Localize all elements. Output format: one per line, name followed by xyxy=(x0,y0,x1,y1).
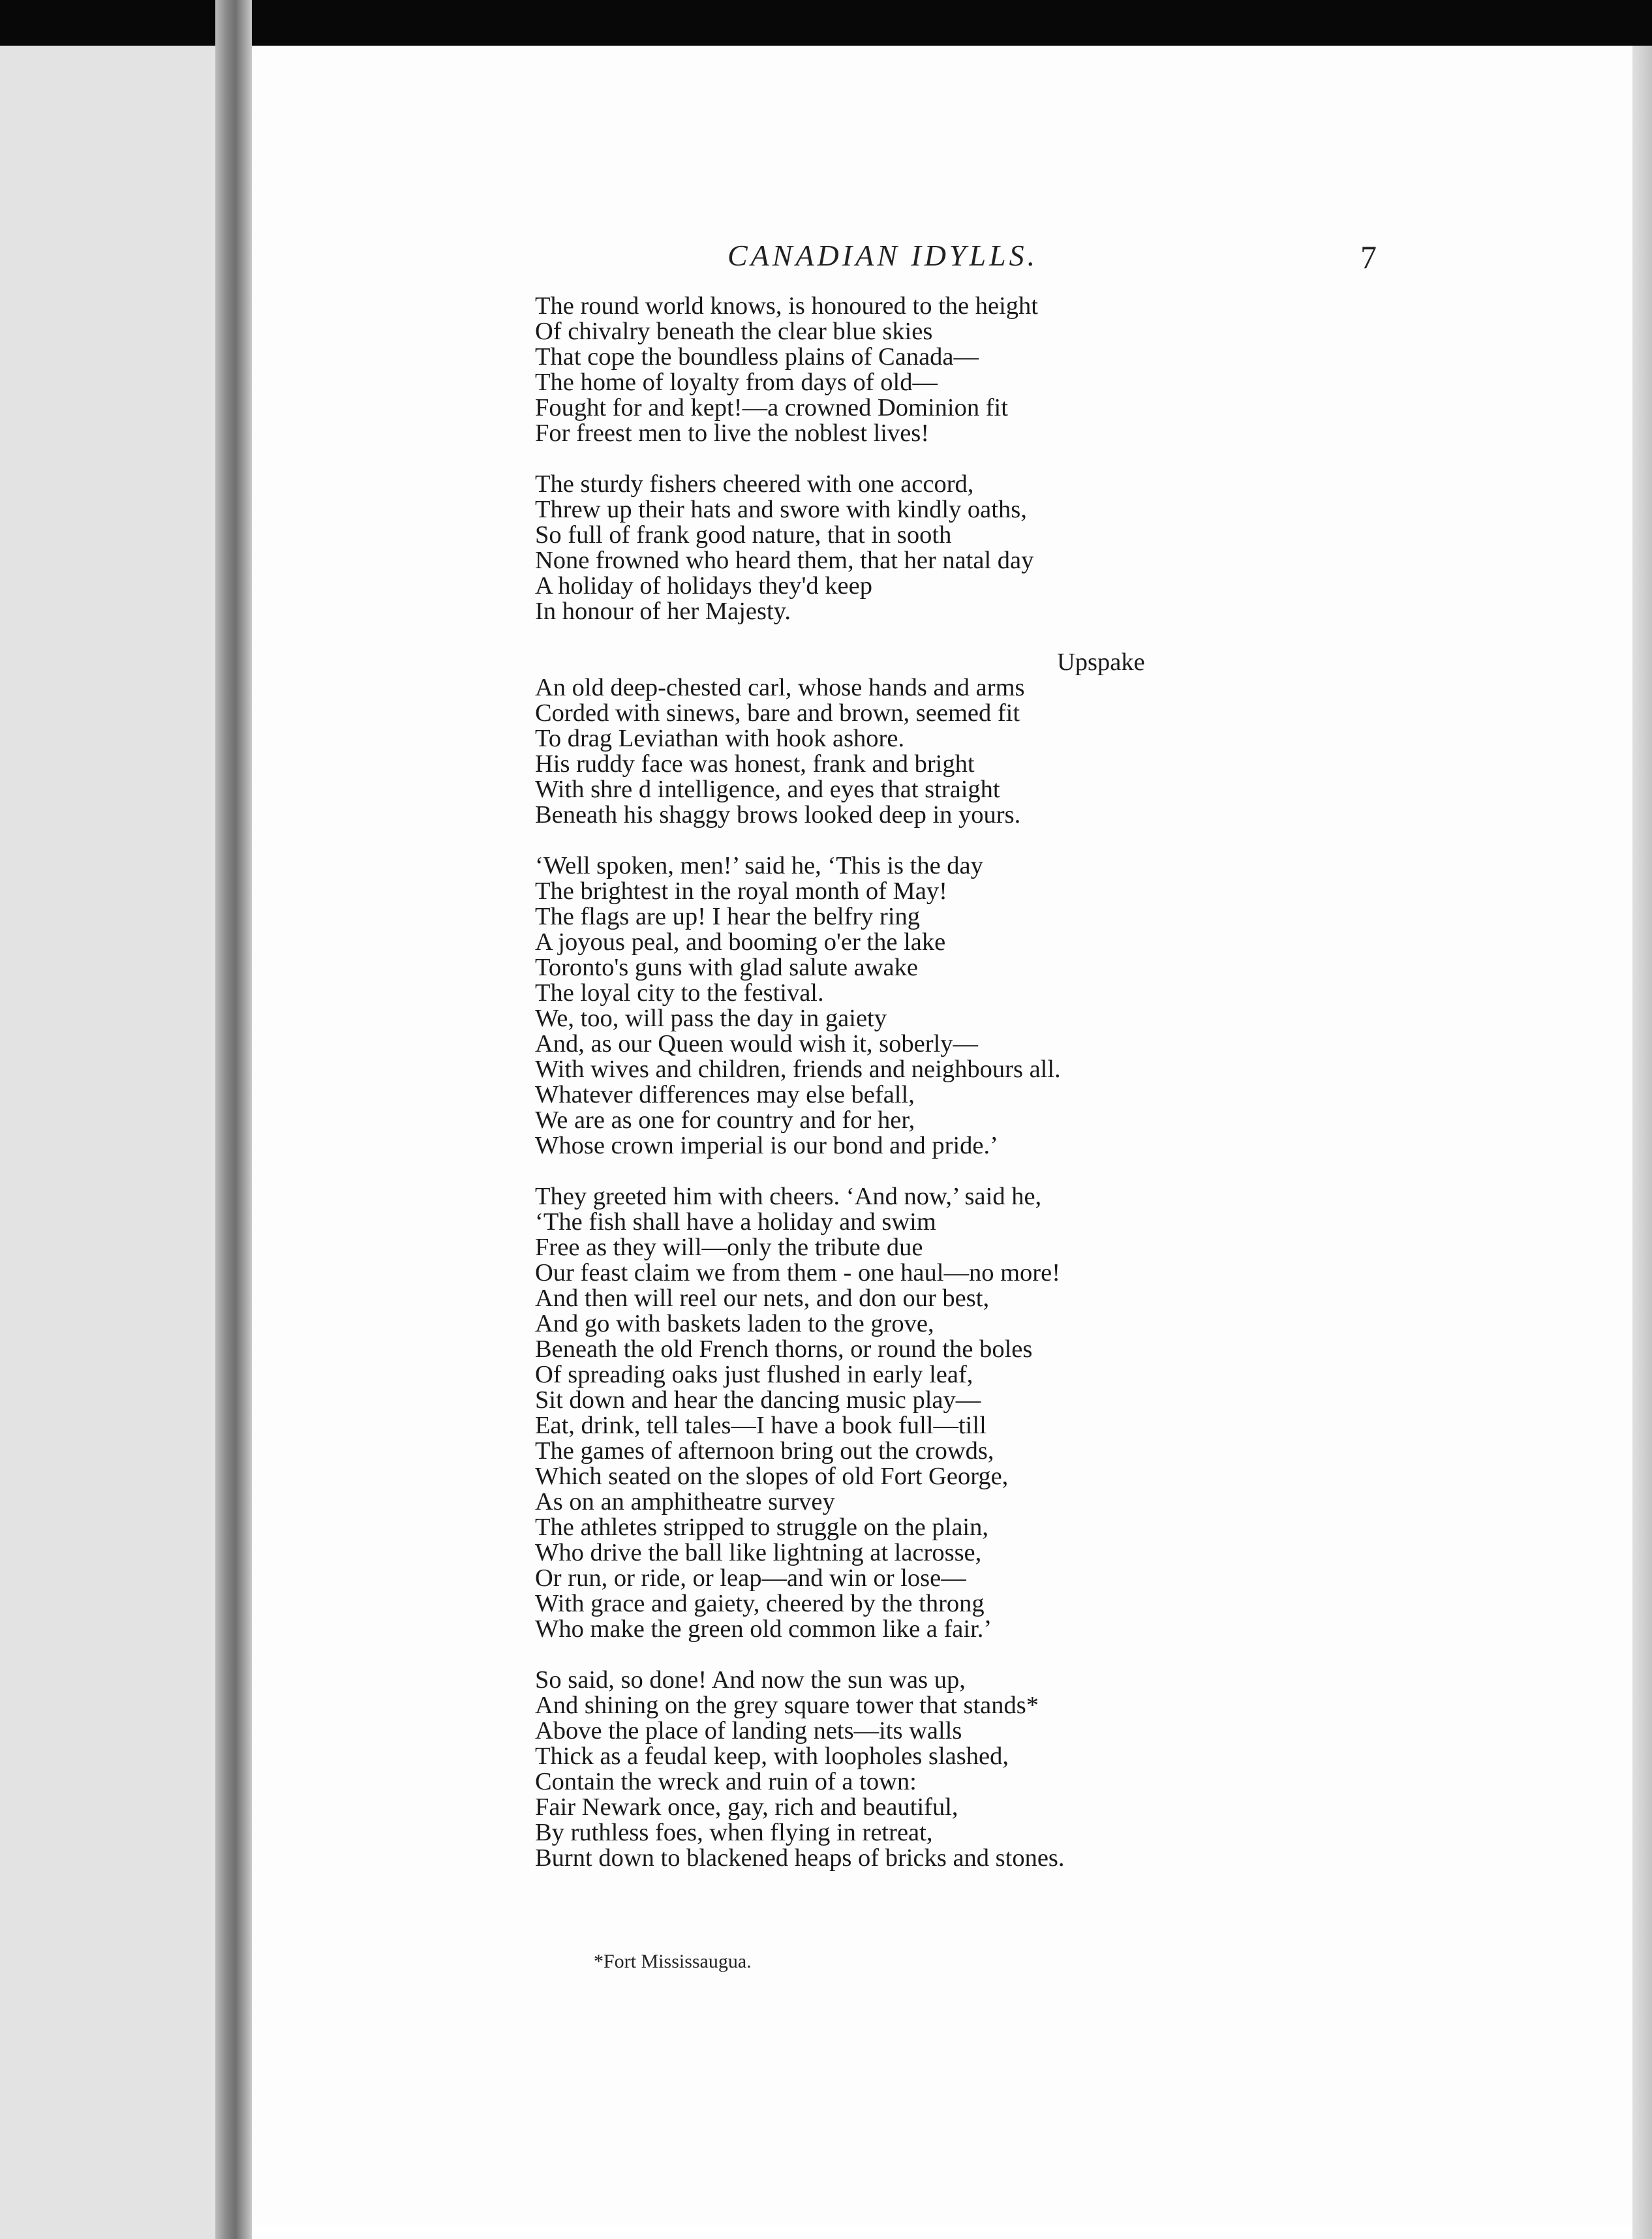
poem-line: That cope the boundless plains of Canada— xyxy=(535,343,979,371)
right-page-edge xyxy=(1632,46,1652,2239)
poem-body xyxy=(535,294,1612,1871)
poem-line: The brightest in the royal month of May! xyxy=(535,877,947,905)
poem-line: An old deep-chested carl, whose hands and arms xyxy=(535,674,1025,701)
poem-line: Beneath the old French thorns, or round the boles xyxy=(535,1335,1033,1363)
stanza xyxy=(535,472,1612,624)
poem-line: None frowned who heard them, that her natal day xyxy=(535,547,1034,574)
poem-line: As on an amphitheatre survey xyxy=(535,1488,835,1516)
poem-line: ‘Well spoken, men!’ said he, ‘This is the day xyxy=(535,852,983,879)
poem-line: Of spreading oaks just flushed in early leaf, xyxy=(535,1361,973,1388)
poem-line: The home of loyalty from days of old— xyxy=(535,369,938,396)
poem-line: And, as our Queen would wish it, soberly— xyxy=(535,1030,979,1058)
poem-line: Beneath his shaggy brows looked deep in yours. xyxy=(535,801,1021,829)
poem-line: The athletes stripped to struggle on the plain, xyxy=(535,1514,988,1541)
poem-line: Sit down and hear the dancing music play— xyxy=(535,1386,981,1414)
poem-line: The games of afternoon bring out the crowds, xyxy=(535,1437,994,1465)
poem-line: With grace and gaiety, cheered by the throng xyxy=(535,1590,985,1617)
poem-line: Whatever differences may else befall, xyxy=(535,1081,915,1108)
poem-line: A holiday of holidays they'd keep xyxy=(535,572,872,600)
poem-line: For freest men to live the noblest lives! xyxy=(535,419,930,447)
stanza xyxy=(535,1668,1612,1871)
poem-line: Fought for and kept!—a crowned Dominion fit xyxy=(535,394,1008,421)
poem-line: To drag Leviathan with hook ashore. xyxy=(535,725,905,752)
poem-line: Eat, drink, tell tales—I have a book full—till xyxy=(535,1412,987,1439)
poem-line-indented: Upspake xyxy=(1057,648,1145,676)
poem-line: Threw up their hats and swore with kindly oaths, xyxy=(535,496,1027,523)
poem-line: Fair Newark once, gay, rich and beautiful, xyxy=(535,1793,958,1821)
poem-line: And shining on the grey square tower that stands* xyxy=(535,1692,1039,1719)
poem-line: With wives and children, friends and neighbours all. xyxy=(535,1056,1061,1083)
poem-line: Who drive the ball like lightning at lacrosse, xyxy=(535,1539,982,1566)
stanza xyxy=(535,853,1612,1159)
poem-line: Contain the wreck and ruin of a town: xyxy=(535,1768,917,1795)
stanza xyxy=(535,1184,1612,1642)
footnote: *Fort Mississaugua. xyxy=(594,1951,752,1972)
poem-line: The round world knows, is honoured to the height xyxy=(535,292,1038,320)
poem-line: With shre d intelligence, and eyes that straight xyxy=(535,776,1000,803)
page-number: 7 xyxy=(1360,239,1377,275)
poem-line: Corded with sinews, bare and brown, seemed fit xyxy=(535,699,1020,727)
poem-line: Our feast claim we from them - one haul—no more! xyxy=(535,1259,1061,1287)
poem-line: A joyous peal, and booming o'er the lake xyxy=(535,928,946,956)
poem-line: Toronto's guns with glad salute awake xyxy=(535,954,918,981)
poem-line: So said, so done! And now the sun was up, xyxy=(535,1666,966,1694)
poem-line: Whose crown imperial is our bond and pride.’ xyxy=(535,1132,998,1159)
poem-line: Thick as a feudal keep, with loopholes slashed, xyxy=(535,1743,1009,1770)
poem-line: The flags are up! I hear the belfry ring xyxy=(535,903,921,930)
poem-line: ‘The fish shall have a holiday and swim xyxy=(535,1208,936,1236)
poem-line: We are as one for country and for her, xyxy=(535,1106,915,1134)
stanza xyxy=(535,650,1612,828)
poem-line: The sturdy fishers cheered with one accord, xyxy=(535,470,974,498)
poem-line: Of chivalry beneath the clear blue skies xyxy=(535,318,933,345)
poem-line: Who make the green old common like a fair.’ xyxy=(535,1615,992,1643)
poem-line: And then will reel our nets, and don our best, xyxy=(535,1285,990,1312)
left-page-edge xyxy=(0,46,215,2239)
poem-line: So full of frank good nature, that in sooth xyxy=(535,521,952,549)
running-header: CANADIAN IDYLLS. xyxy=(727,239,1039,272)
poem-line: We, too, will pass the day in gaiety xyxy=(535,1005,887,1032)
poem-line: They greeted him with cheers. ‘And now,’ said he, xyxy=(535,1183,1042,1210)
poem-line: Which seated on the slopes of old Fort George, xyxy=(535,1463,1009,1490)
book-gutter xyxy=(215,0,252,2239)
poem-line: His ruddy face was honest, frank and bright xyxy=(535,750,975,778)
poem-line: By ruthless foes, when flying in retreat, xyxy=(535,1819,933,1846)
poem-line: Burnt down to blackened heaps of bricks and stones. xyxy=(535,1844,1065,1872)
poem-line: Free as they will—only the tribute due xyxy=(535,1234,923,1261)
poem-line: Or run, or ride, or leap—and win or lose— xyxy=(535,1564,966,1592)
poem-line: In honour of her Majesty. xyxy=(535,598,791,625)
poem-line: Above the place of landing nets—its walls xyxy=(535,1717,962,1744)
poem-line: The loyal city to the festival. xyxy=(535,979,824,1007)
stanza xyxy=(535,294,1612,446)
poem-line: And go with baskets laden to the grove, xyxy=(535,1310,934,1337)
